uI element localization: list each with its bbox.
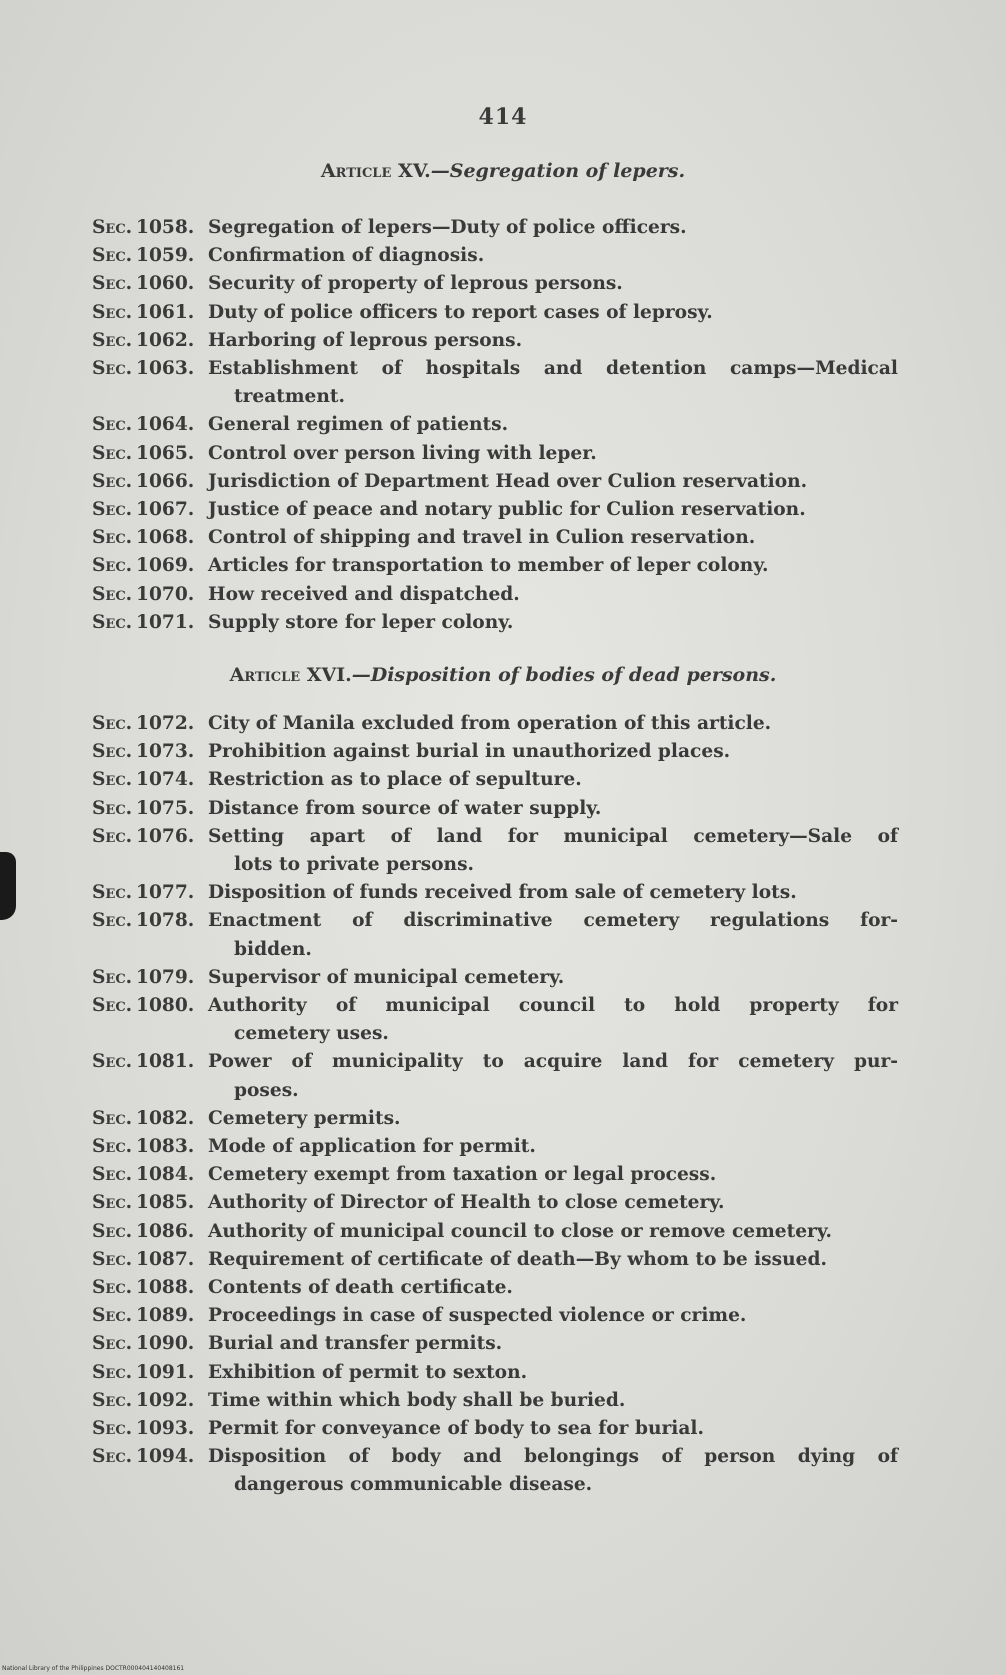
section-title [208, 710, 898, 738]
section-entry [92, 270, 898, 298]
section-title [208, 242, 898, 270]
article-16-label: Article XVI. [229, 664, 352, 686]
section-abbrev: Sec. [92, 1164, 133, 1186]
section-title-line: Supply store for leper colony. [208, 611, 514, 633]
section-title-line: Control of shipping and travel in Culion reservation. [208, 527, 756, 549]
section-number: 1079. [136, 966, 195, 988]
section-title [208, 1048, 898, 1104]
section-entry [92, 1387, 898, 1415]
section-entry [92, 879, 898, 907]
section-title [208, 795, 898, 823]
section-title-line: Enactment of discriminative cemetery regulations for- [208, 910, 898, 932]
section-number: 1067. [136, 499, 195, 521]
section-title-line: Permit for conveyance of body to sea for burial. [208, 1418, 704, 1440]
page-number: 414 [478, 104, 528, 130]
section-abbrev: Sec. [92, 442, 133, 464]
section-abbrev: Sec. [92, 414, 133, 436]
section-abbrev: Sec. [92, 1277, 133, 1299]
section-number: 1059. [136, 245, 195, 267]
section-entry [92, 992, 898, 1048]
section-title [208, 1189, 898, 1217]
section-title-line: Proceedings in case of suspected violence or crime. [208, 1305, 747, 1327]
section-entry [92, 907, 898, 963]
section-number: 1058. [136, 217, 195, 238]
article-15-title: —Segregation of lepers. [430, 160, 686, 182]
article-15-label: Article XV. [320, 160, 431, 182]
section-number: 1076. [136, 825, 195, 847]
section-entry [92, 1048, 898, 1104]
section-entry [92, 738, 898, 766]
section-title [208, 552, 898, 580]
section-entry [92, 1443, 898, 1499]
section-title-line: Distance from source of water supply. [208, 797, 602, 819]
section-number: 1081. [136, 1051, 195, 1073]
section-title-line: Harboring of leprous persons. [208, 329, 523, 351]
section-number: 1082. [136, 1107, 195, 1129]
section-number: 1066. [136, 470, 195, 492]
section-title [208, 766, 898, 794]
section-abbrev: Sec. [92, 583, 133, 605]
section-number: 1086. [136, 1220, 195, 1242]
section-title [208, 1246, 898, 1274]
section-title [208, 1161, 898, 1189]
section-number: 1088. [136, 1277, 195, 1299]
section-entry [92, 214, 898, 242]
section-entry [92, 1218, 898, 1246]
section-title-continuation: treatment. [234, 386, 345, 408]
section-entry [92, 1415, 898, 1443]
section-title [208, 609, 898, 637]
section-title [208, 581, 898, 609]
section-number: 1062. [136, 329, 195, 351]
section-title [208, 1105, 898, 1133]
section-number: 1073. [136, 741, 195, 763]
section-abbrev: Sec. [92, 1192, 133, 1214]
section-entry [92, 581, 898, 609]
section-title-line: City of Manila excluded from operation of this article. [208, 713, 772, 734]
section-abbrev: Sec. [92, 741, 133, 763]
section-abbrev: Sec. [92, 1248, 133, 1270]
article-15-heading [0, 160, 1006, 182]
section-title-line: Authority of municipal council to hold property for [208, 995, 898, 1017]
section-entry [92, 440, 898, 468]
section-abbrev: Sec. [92, 358, 133, 380]
section-title-line: Prohibition against burial in unauthorized places. [208, 741, 731, 763]
section-entry [92, 1161, 898, 1189]
section-title [208, 907, 898, 963]
section-title-continuation: bidden. [234, 938, 312, 960]
section-number: 1069. [136, 555, 195, 577]
section-title-line: Control over person living with leper. [208, 442, 597, 464]
section-entry [92, 299, 898, 327]
section-title [208, 1274, 898, 1302]
section-title [208, 1443, 898, 1499]
section-abbrev: Sec. [92, 611, 133, 633]
section-number: 1090. [136, 1333, 195, 1355]
article-16-heading [0, 664, 1006, 686]
section-entry [92, 552, 898, 580]
section-title [208, 327, 898, 355]
section-title-line: Disposition of body and belongings of person dying of [208, 1446, 898, 1468]
section-entry [92, 411, 898, 439]
section-title [208, 355, 898, 411]
footer-credit: National Library of the Philippines DOCTR000404140408161 [2, 1665, 185, 1672]
section-abbrev: Sec. [92, 1389, 133, 1411]
section-abbrev: Sec. [92, 301, 133, 323]
section-abbrev: Sec. [92, 1136, 133, 1158]
section-number: 1078. [136, 910, 195, 932]
section-title-line: Time within which body shall be buried. [208, 1389, 626, 1411]
section-abbrev: Sec. [92, 527, 133, 549]
section-abbrev: Sec. [92, 995, 133, 1017]
section-title [208, 299, 898, 327]
section-number: 1074. [136, 769, 195, 791]
section-title-line: Requirement of certificate of death—By whom to be issued. [208, 1248, 827, 1270]
section-abbrev: Sec. [92, 910, 133, 932]
section-number: 1071. [136, 611, 195, 633]
section-title-line: Security of property of leprous persons. [208, 273, 623, 295]
section-abbrev: Sec. [92, 273, 133, 295]
section-number: 1077. [136, 882, 195, 904]
section-title [208, 411, 898, 439]
section-title-line: Justice of peace and notary public for Culion reservation. [208, 499, 806, 521]
section-number: 1087. [136, 1248, 195, 1270]
section-entry [92, 766, 898, 794]
section-title-line: Duty of police officers to report cases of leprosy. [208, 301, 713, 323]
section-abbrev: Sec. [92, 245, 133, 267]
section-entry [92, 1105, 898, 1133]
section-abbrev: Sec. [92, 329, 133, 351]
section-abbrev: Sec. [92, 1333, 133, 1355]
section-number: 1064. [136, 414, 195, 436]
section-title-line: Supervisor of municipal cemetery. [208, 966, 565, 988]
article-15-section-list [92, 214, 898, 637]
section-title [208, 440, 898, 468]
section-title [208, 1133, 898, 1161]
section-abbrev: Sec. [92, 1446, 133, 1468]
section-number: 1085. [136, 1192, 195, 1214]
section-title-line: Mode of application for permit. [208, 1136, 536, 1158]
section-title [208, 468, 898, 496]
section-abbrev: Sec. [92, 825, 133, 847]
section-title [208, 1359, 898, 1387]
section-number: 1075. [136, 797, 195, 819]
section-title [208, 524, 898, 552]
section-entry [92, 823, 898, 879]
section-title [208, 823, 898, 879]
section-number: 1061. [136, 301, 195, 323]
section-entry [92, 1246, 898, 1274]
section-title [208, 1387, 898, 1415]
section-abbrev: Sec. [92, 882, 133, 904]
section-entry [92, 1302, 898, 1330]
section-title [208, 1415, 898, 1443]
section-number: 1093. [136, 1418, 195, 1440]
section-abbrev: Sec. [92, 1305, 133, 1327]
section-entry [92, 468, 898, 496]
page-edge-mark [0, 852, 16, 920]
section-number: 1072. [136, 713, 195, 734]
section-entry [92, 964, 898, 992]
section-entry [92, 1359, 898, 1387]
section-entry [92, 496, 898, 524]
section-title [208, 738, 898, 766]
section-title [208, 214, 898, 242]
section-title-line: How received and dispatched. [208, 583, 520, 605]
section-title-line: Confirmation of diagnosis. [208, 245, 485, 267]
section-number: 1083. [136, 1136, 195, 1158]
section-number: 1094. [136, 1446, 195, 1468]
section-number: 1092. [136, 1389, 195, 1411]
section-number: 1080. [136, 995, 195, 1017]
section-abbrev: Sec. [92, 555, 133, 577]
section-title-line: Segregation of lepers—Duty of police officers. [208, 217, 687, 238]
section-title-line: Contents of death certificate. [208, 1277, 513, 1299]
section-title [208, 1218, 898, 1246]
section-number: 1068. [136, 527, 195, 549]
section-entry [92, 327, 898, 355]
section-title-line: Restriction as to place of sepulture. [208, 769, 582, 791]
section-title-line: Burial and transfer permits. [208, 1333, 503, 1355]
section-title-line: Cemetery exempt from taxation or legal process. [208, 1164, 717, 1186]
section-title [208, 992, 898, 1048]
section-abbrev: Sec. [92, 797, 133, 819]
section-entry [92, 524, 898, 552]
article-16-section-list [92, 710, 898, 1500]
section-abbrev: Sec. [92, 1051, 133, 1073]
section-title-line: Cemetery permits. [208, 1107, 401, 1129]
section-entry [92, 1189, 898, 1217]
section-number: 1070. [136, 583, 195, 605]
section-abbrev: Sec. [92, 499, 133, 521]
section-abbrev: Sec. [92, 470, 133, 492]
section-number: 1089. [136, 1305, 195, 1327]
section-title-continuation: poses. [234, 1079, 299, 1101]
article-16-title: —Disposition of bodies of dead persons. [351, 664, 777, 686]
section-abbrev: Sec. [92, 1220, 133, 1242]
section-entry [92, 795, 898, 823]
section-title [208, 1302, 898, 1330]
section-entry [92, 1133, 898, 1161]
section-number: 1063. [136, 358, 195, 380]
section-title-line: Power of municipality to acquire land for cemetery pur- [208, 1051, 898, 1073]
section-number: 1084. [136, 1164, 195, 1186]
section-title [208, 964, 898, 992]
section-title-continuation: cemetery uses. [234, 1023, 389, 1045]
section-entry [92, 1330, 898, 1358]
section-abbrev: Sec. [92, 713, 133, 734]
section-entry [92, 355, 898, 411]
section-abbrev: Sec. [92, 769, 133, 791]
section-number: 1065. [136, 442, 195, 464]
section-entry [92, 1274, 898, 1302]
section-entry [92, 710, 898, 738]
section-title-continuation: dangerous communicable disease. [234, 1474, 593, 1496]
section-title-line: General regimen of patients. [208, 414, 509, 436]
section-entry [92, 242, 898, 270]
section-abbrev: Sec. [92, 966, 133, 988]
section-title [208, 496, 898, 524]
section-title [208, 879, 898, 907]
section-abbrev: Sec. [92, 217, 133, 238]
section-title-line: Articles for transportation to member of leper colony. [208, 555, 769, 577]
section-number: 1060. [136, 273, 195, 295]
section-title-continuation: lots to private persons. [234, 854, 475, 876]
section-abbrev: Sec. [92, 1361, 133, 1383]
section-title-line: Establishment of hospitals and detention camps—Medical [208, 358, 898, 380]
section-abbrev: Sec. [92, 1107, 133, 1129]
section-title-line: Jurisdiction of Department Head over Culion reservation. [208, 470, 808, 492]
section-title-line: Setting apart of land for municipal cemetery—Sale of [208, 825, 898, 847]
section-title [208, 270, 898, 298]
section-number: 1091. [136, 1361, 195, 1383]
section-title [208, 1330, 898, 1358]
section-title-line: Disposition of funds received from sale of cemetery lots. [208, 882, 797, 904]
section-title-line: Authority of municipal council to close or remove cemetery. [208, 1220, 832, 1242]
section-title-line: Authority of Director of Health to close cemetery. [208, 1192, 725, 1214]
section-title-line: Exhibition of permit to sexton. [208, 1361, 528, 1383]
section-abbrev: Sec. [92, 1418, 133, 1440]
section-entry [92, 609, 898, 637]
